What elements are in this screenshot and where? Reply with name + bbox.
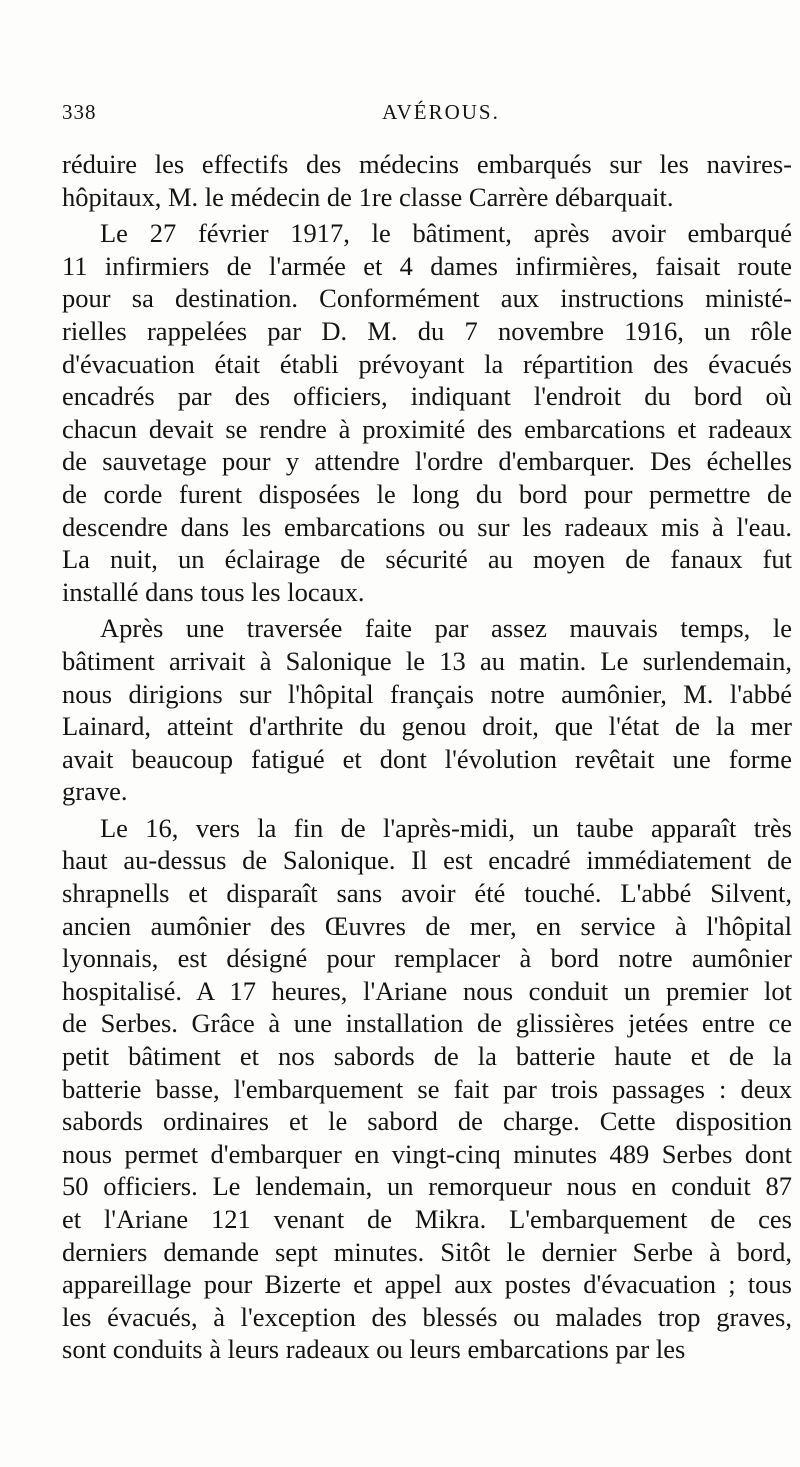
text-line: réduire les effectifs des médecins embarqués sur les navires- bbox=[62, 149, 792, 179]
paragraph bbox=[62, 812, 792, 1366]
page-number: 338 bbox=[62, 100, 97, 124]
text-line: et l'Ariane 121 venant de Mikra. L'embarquement de ces bbox=[62, 1204, 792, 1234]
text-line: hôpitaux, M. le médecin de 1re classe Carrère débarquait. bbox=[62, 181, 674, 212]
paragraph bbox=[62, 217, 792, 608]
text-line: lyonnais, est désigné pour remplacer à bord notre aumônier bbox=[62, 943, 792, 974]
text-line: Le 27 février 1917, le bâtiment, après avoir embarqué bbox=[100, 218, 792, 249]
text-line: descendre dans les embarcations ou sur les radeaux mis à l'eau. bbox=[62, 511, 792, 542]
text-line: les évacués, à l'exception des blessés ou malades trop graves, bbox=[62, 1301, 792, 1332]
text-line: rielles rappelées par D. M. du 7 novembre 1916, un rôle bbox=[62, 315, 792, 346]
text-line: haut au-dessus de Salonique. Il est encadré immédiatement de bbox=[62, 845, 792, 876]
text-line: batterie basse, l'embarquement se fait par trois passages : deux bbox=[62, 1073, 792, 1104]
text-line: de sauvetage pour y attendre l'ordre d'embarquer. Des échelles bbox=[62, 446, 792, 477]
text-line: appareillage pour Bizerte et appel aux postes d'évacuation ; tous bbox=[62, 1269, 792, 1300]
text-line: petit bâtiment et nos sabords de la batterie haute et de la bbox=[62, 1041, 792, 1072]
paragraph bbox=[62, 148, 792, 213]
text-line: 11 infirmiers de l'armée et 4 dames infirmières, faisait route bbox=[62, 250, 792, 281]
page-header bbox=[62, 100, 760, 134]
text-line: pour sa destination. Conformément aux instructions ministé- bbox=[62, 283, 792, 314]
text-line: shrapnells et disparaît sans avoir été touché. L'abbé Silvent, bbox=[62, 878, 792, 909]
text-line: 50 officiers. Le lendemain, un remorqueur nous en conduit 87 bbox=[62, 1171, 792, 1202]
text-line: d'évacuation était établi prévoyant la répartition des évacués bbox=[62, 348, 792, 379]
text-line: encadrés par des officiers, indiquant l'endroit du bord où bbox=[62, 381, 792, 412]
text-line: de corde furent disposées le long du bord pour permettre de bbox=[62, 478, 792, 509]
text-line: sabords ordinaires et le sabord de charge. Cette disposition bbox=[62, 1106, 792, 1137]
text-line: avait beaucoup fatigué et dont l'évolution revêtait une forme bbox=[62, 743, 792, 774]
text-line: ancien aumônier des Œuvres de mer, en service à l'hôpital bbox=[62, 910, 792, 941]
paragraph bbox=[62, 612, 792, 808]
text-line: Lainard, atteint d'arthrite du genou droit, que l'état de la mer bbox=[62, 711, 792, 742]
text-line: nous dirigions sur l'hôpital français notre aumônier, M. l'abbé bbox=[62, 678, 792, 709]
text-line: installé dans tous les locaux. bbox=[62, 576, 365, 607]
text-line: bâtiment arrivait à Salonique le 13 au matin. Le surlendemain, bbox=[62, 645, 792, 676]
text-line: La nuit, un éclairage de sécurité au moyen de fanaux fut bbox=[62, 544, 792, 575]
text-line: derniers demande sept minutes. Sitôt le dernier Serbe à bord, bbox=[62, 1236, 792, 1267]
text-line: sont conduits à leurs radeaux ou leurs embarcations par les bbox=[62, 1334, 686, 1365]
text-line: hospitalisé. A 17 heures, l'Ariane nous conduit un premier lot bbox=[62, 975, 792, 1006]
text-line: nous permet d'embarquer en vingt-cinq minutes 489 Serbes dont bbox=[62, 1138, 792, 1169]
running-head: AVÉROUS. bbox=[382, 100, 500, 124]
text-line: Le 16, vers la fin de l'après-midi, un taube apparaît très bbox=[100, 812, 792, 843]
text-line: de Serbes. Grâce à une installation de glissières jetées entre ce bbox=[62, 1008, 792, 1039]
body-text bbox=[62, 148, 792, 1366]
text-line: chacun devait se rendre à proximité des embarcations et radeaux bbox=[62, 413, 792, 444]
text-line: Après une traversée faite par assez mauvais temps, le bbox=[100, 613, 792, 644]
text-line: grave. bbox=[62, 776, 128, 807]
